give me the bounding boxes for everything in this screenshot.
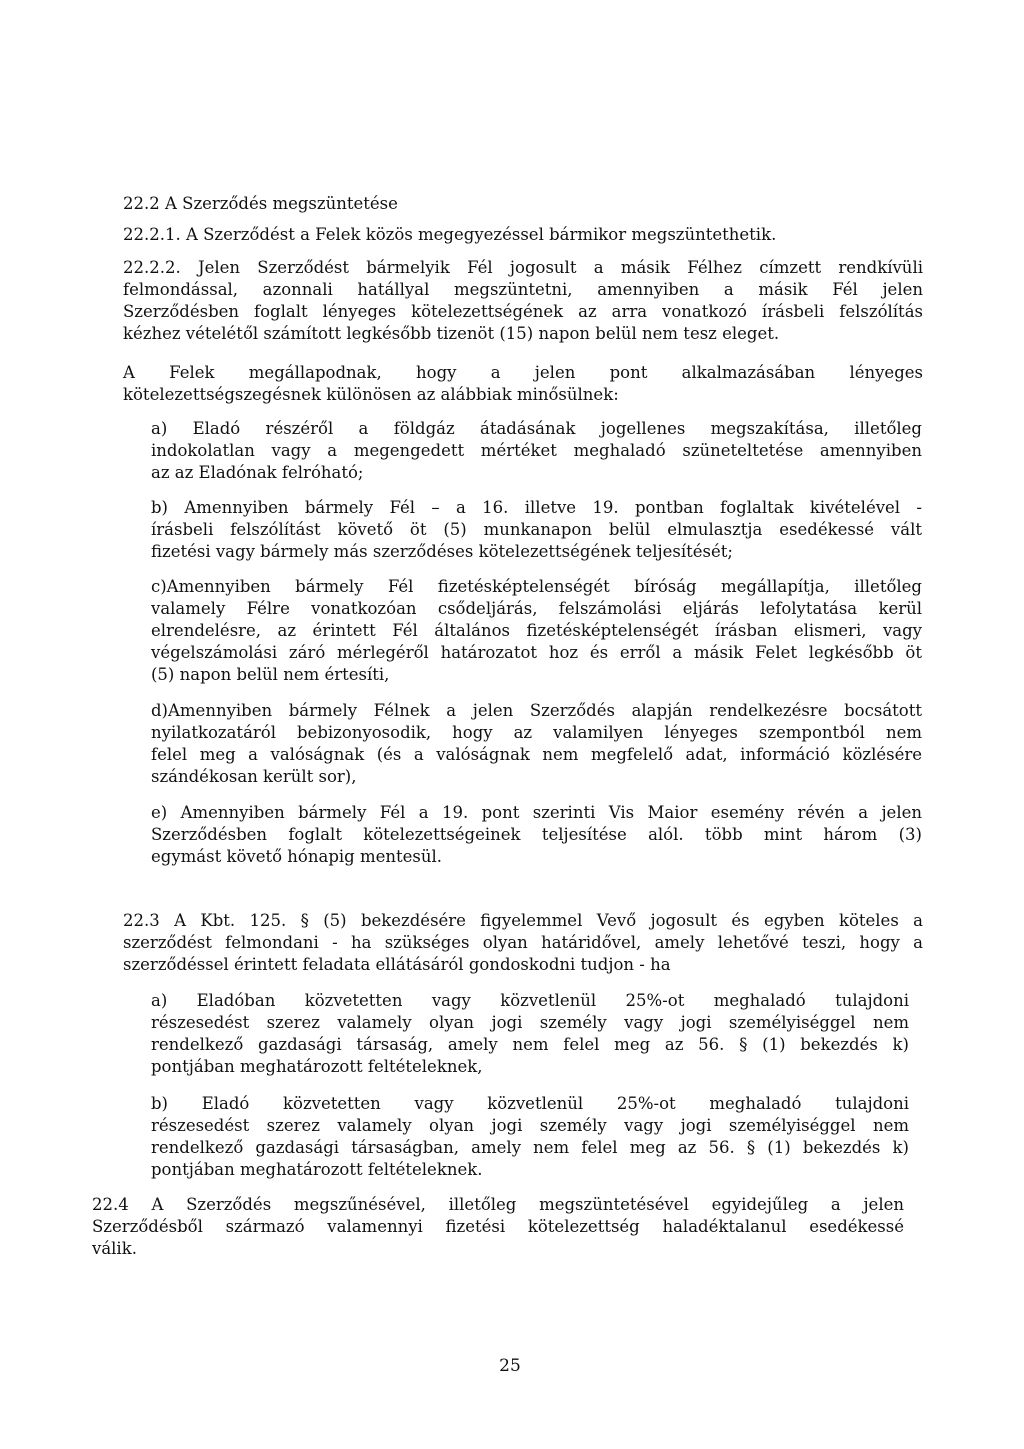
text-line: rendelkező gazdasági társaság, amely nem felel meg az 56. § (1) bekezdés k): [151, 1035, 909, 1054]
text-line: Szerződésből származó valamennyi fizetési kötelezettség haladéktalanul esedékessé: [92, 1217, 904, 1236]
text-line: egymást követő hónapig mentesül.: [151, 847, 443, 866]
text-line: részesedést szerez valamely olyan jogi személy vagy jogi személyiséggel nem: [151, 1013, 909, 1032]
text-line: írásbeli felszólítást követő öt (5) munkanapon belül elmulasztja esedékessé vált: [151, 520, 922, 539]
text-line: pontjában meghatározott feltételeknek,: [151, 1057, 483, 1076]
text-line: Szerződésben foglalt lényeges kötelezettségének az arra vonatkozó írásbeli felszólítás: [123, 302, 923, 321]
text-line: Szerződésben foglalt kötelezettségeinek teljesítése alól. több mint három (3): [151, 825, 922, 844]
text-line: felmondással, azonnali hatállyal megszüntetni, amennyiben a másik Fél jelen: [123, 280, 923, 299]
text-line: valamely Félre vonatkozóan csődeljárás, felszámolási eljárás lefolytatása kerül: [151, 599, 922, 618]
paragraph-22-2-1: 22.2.1. A Szerződést a Felek közös megegyezéssel bármikor megszüntethetik.: [123, 225, 777, 244]
text-line: nyilatkozatáról bebizonyosodik, hogy az valamilyen lényeges szempontból nem: [151, 723, 922, 742]
text-line: felel meg a valóságnak (és a valóságnak nem megfelelő adat, információ közlésére: [151, 745, 922, 764]
text-line: b) Eladó közvetetten vagy közvetlenül 25%-ot meghaladó tulajdoni: [151, 1094, 909, 1113]
text-line: rendelkező gazdasági társaságban, amely nem felel meg az 56. § (1) bekezdés k): [151, 1138, 909, 1157]
text-line: a) Eladóban közvetetten vagy közvetlenül 25%-ot meghaladó tulajdoni: [151, 991, 909, 1010]
text-line: válik.: [92, 1239, 137, 1258]
page-number: 25: [499, 1356, 521, 1376]
text-line: (5) napon belül nem értesíti,: [151, 665, 390, 684]
text-line: e) Amennyiben bármely Fél a 19. pont szerinti Vis Maior esemény révén a jelen: [151, 803, 922, 822]
text-line: részesedést szerez valamely olyan jogi személy vagy jogi személyiséggel nem: [151, 1116, 909, 1135]
text-line: szándékosan került sor),: [151, 767, 357, 786]
text-line: indokolatlan vagy a megengedett mértéket meghaladó szüneteltetése amennyiben: [151, 441, 922, 460]
text-line: szerződéssel érintett feladata ellátásáról gondoskodni tudjon - ha: [123, 955, 671, 974]
text-line: pontjában meghatározott feltételeknek.: [151, 1160, 483, 1179]
text-line: kötelezettségszegésnek különösen az alábbiak minősülnek:: [123, 385, 619, 404]
text-line: 22.4 A Szerződés megszűnésével, illetőleg megszüntetésével egyidejűleg a jelen: [92, 1195, 904, 1214]
text-line: d)Amennyiben bármely Félnek a jelen Szerződés alapján rendelkezésre bocsátott: [151, 701, 922, 720]
text-line: az az Eladónak felróható;: [151, 463, 364, 482]
text-line: fizetési vagy bármely más szerződéses kötelezettségének teljesítését;: [151, 542, 733, 561]
text-line: a) Eladó részéről a földgáz átadásának jogellenes megszakítása, illetőleg: [151, 419, 922, 438]
text-line: végelszámolási záró mérlegéről határozatot hoz és erről a másik Felet legkésőbb öt: [151, 643, 922, 662]
section-heading-22-2: 22.2 A Szerződés megszüntetése: [123, 194, 398, 213]
text-line: b) Amennyiben bármely Fél – a 16. illetve 19. pontban foglaltak kivételével -: [151, 498, 922, 517]
text-line: A Felek megállapodnak, hogy a jelen pont alkalmazásában lényeges: [123, 363, 923, 382]
text-line: szerződést felmondani - ha szükséges olyan határidővel, amely lehetővé teszi, hogy a: [123, 933, 923, 952]
text-line: 22.3 A Kbt. 125. § (5) bekezdésére figyelemmel Vevő jogosult és egyben köteles a: [123, 911, 923, 930]
text-line: c)Amennyiben bármely Fél fizetésképtelenségét bíróság megállapítja, illetőleg: [151, 577, 922, 596]
text-line: kézhez vételétől számított legkésőbb tizenöt (15) napon belül nem tesz eleget.: [123, 324, 780, 343]
text-line: 22.2.2. Jelen Szerződést bármelyik Fél jogosult a másik Félhez címzett rendkívüli: [123, 258, 923, 277]
text-line: elrendelésre, az érintett Fél általános fizetésképtelenségét írásban elismeri, vagy: [151, 621, 922, 640]
